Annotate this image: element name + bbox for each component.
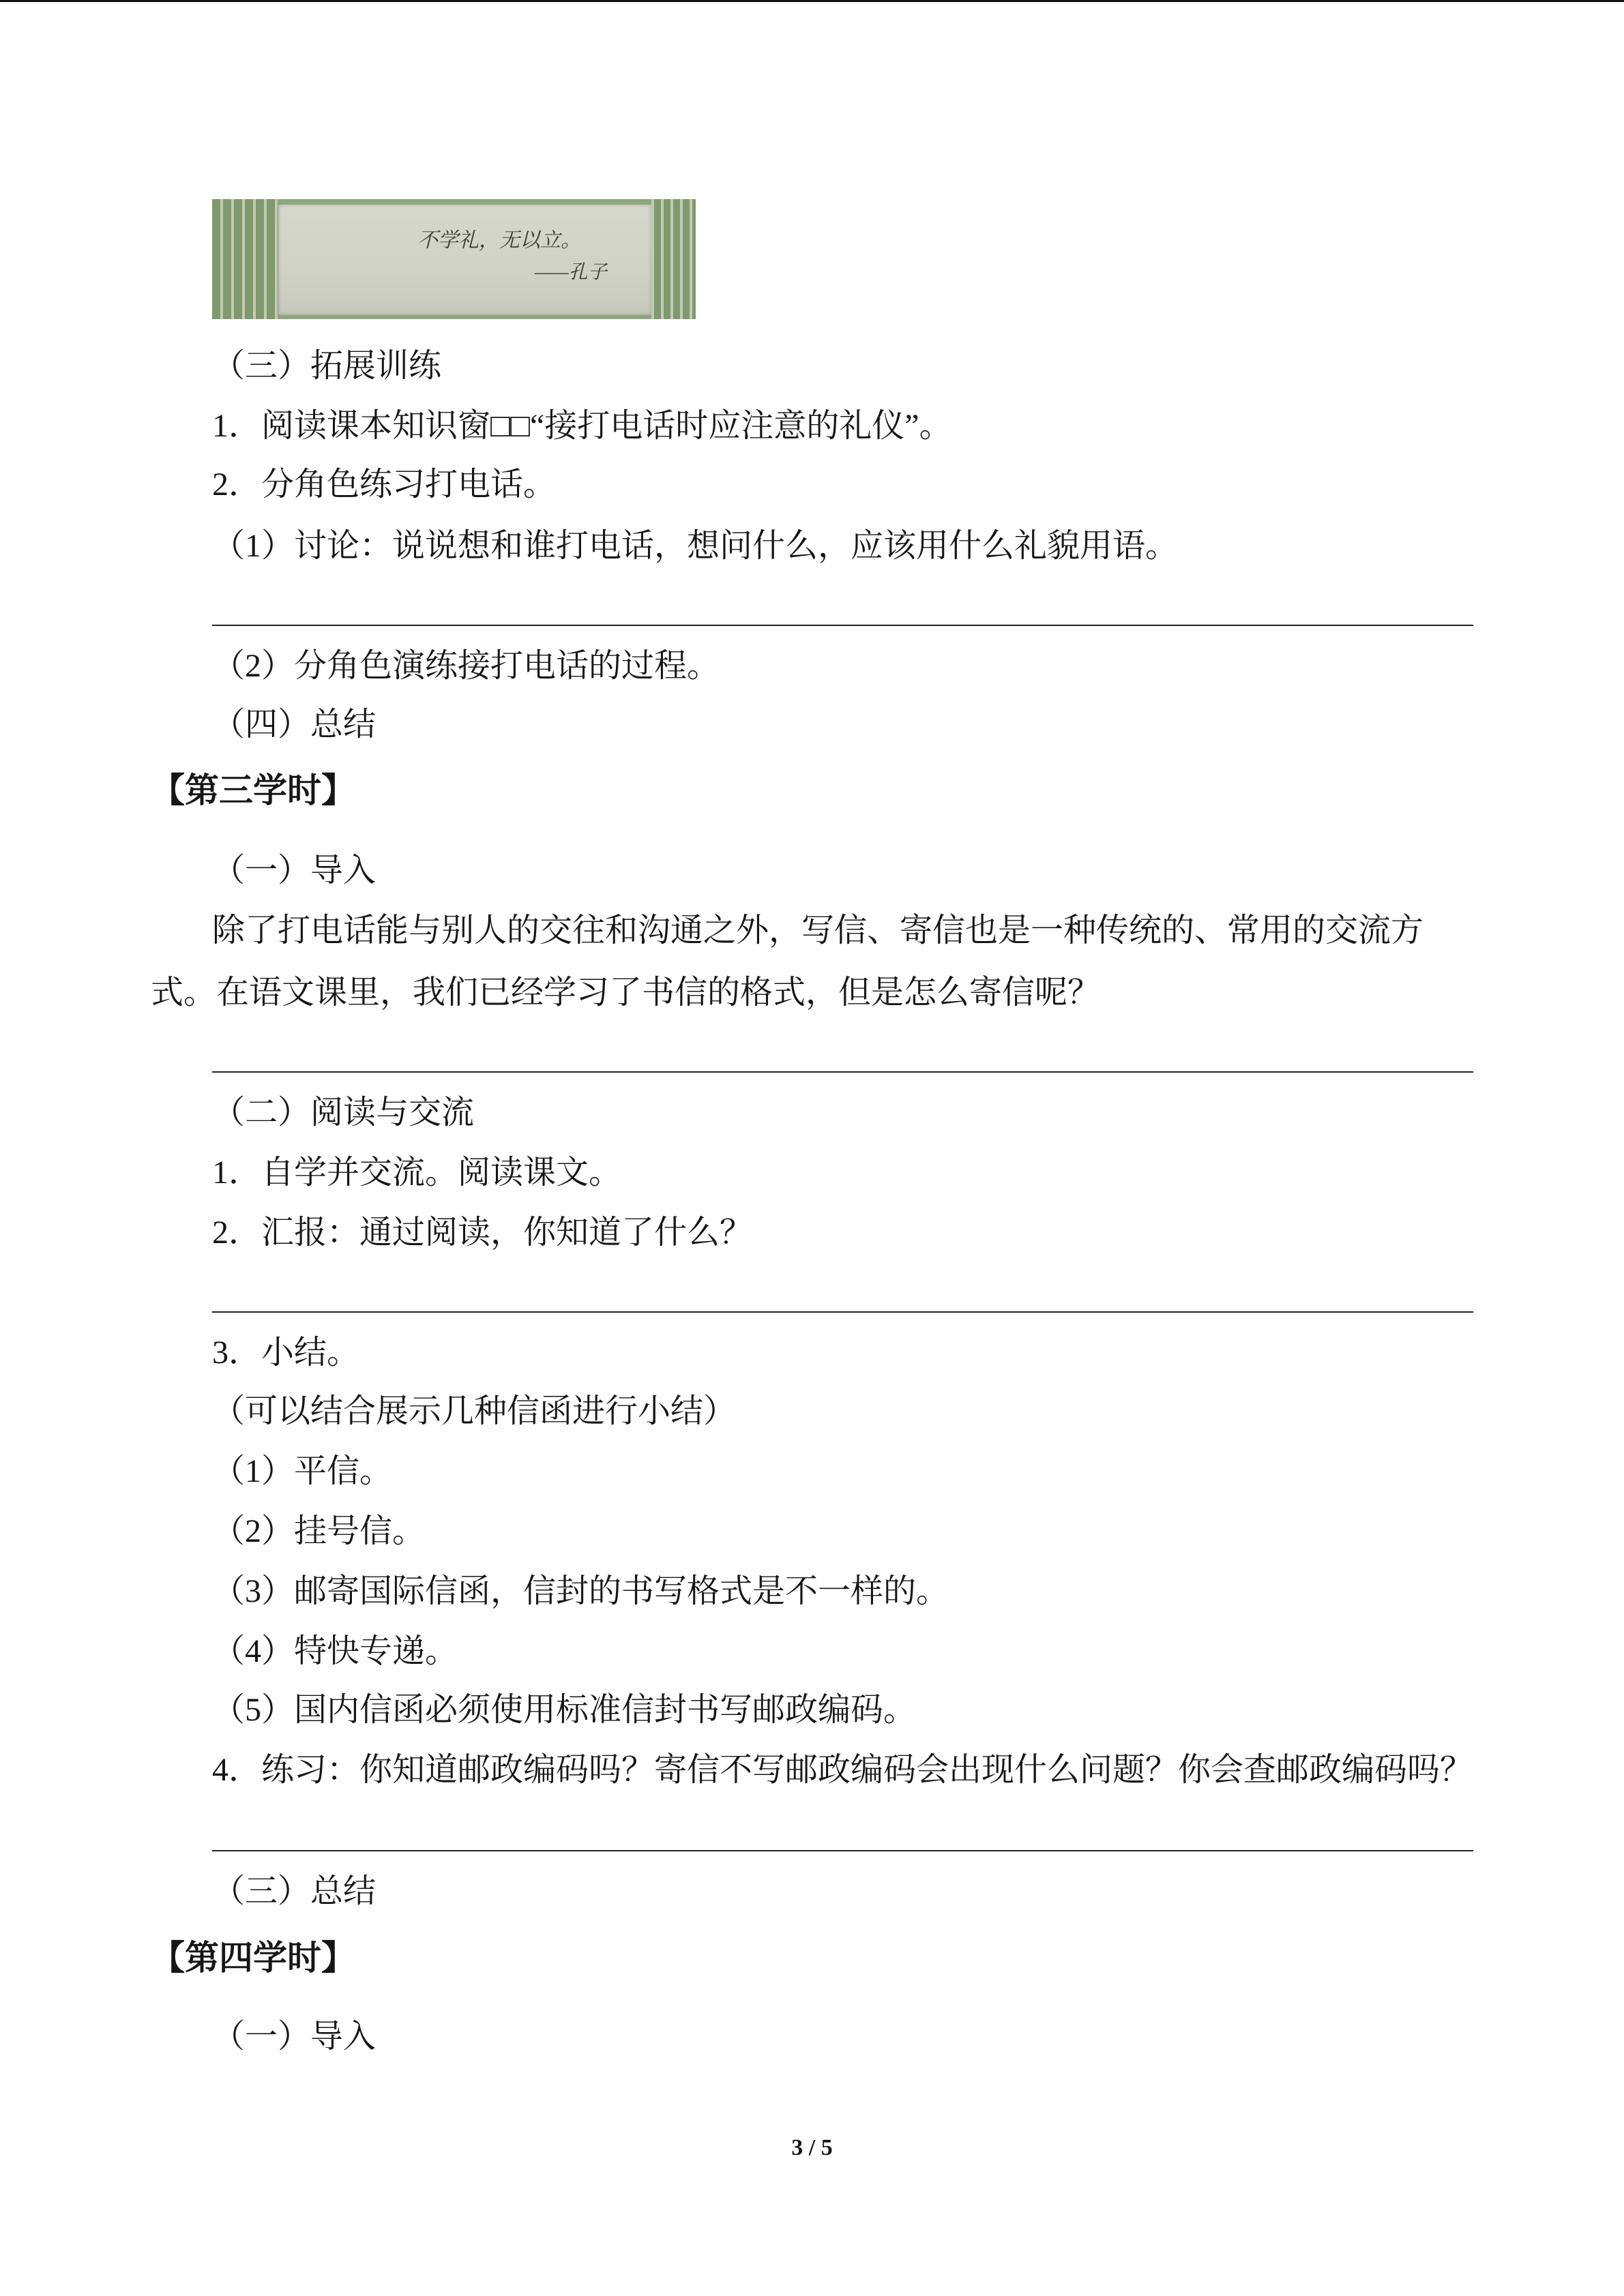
lesson3-item-3-point: （1）平信。 (212, 1453, 393, 1489)
lesson3-item-3-point: （3）邮寄国际信函，信封的书写格式是不一样的。 (212, 1573, 949, 1609)
lesson3-item-3-note: （可以结合展示几种信函进行小结） (212, 1393, 737, 1429)
answer-line (212, 625, 1473, 626)
extension-heading: （三）拓展训练 (212, 348, 442, 384)
book-page-stack-left (212, 199, 278, 319)
lesson3-item-3-point: （2）挂号信。 (212, 1513, 426, 1549)
lesson3-item-3-point: （5）国内信函必须使用标准信封书写邮政编码。 (212, 1692, 917, 1728)
lesson3-reading-heading: （二）阅读与交流 (212, 1094, 475, 1131)
lesson3-item-2: 2．汇报：通过阅读，你知道了什么？ (212, 1214, 753, 1251)
lesson2-item-2-sub-2: （2）分角色演练接打电话的过程。 (212, 648, 720, 684)
lesson2-item-2-sub-1: （1）讨论：说说想和谁打电话，想问什么，应该用什么礼貌用语。 (212, 528, 1179, 564)
lesson2-summary-heading: （四）总结 (212, 706, 377, 743)
lesson4-title: 【第四学时】 (151, 1939, 355, 1977)
lesson3-summary-heading: （三）总结 (212, 1873, 377, 1909)
lesson3-title: 【第三学时】 (151, 771, 355, 809)
page-number: 3 / 5 (791, 2135, 833, 2160)
book-quote-text: 不学礼，无以立。 (417, 229, 581, 252)
book-open-page (278, 205, 651, 315)
lesson2-item-2: 2．分角色练习打电话。 (212, 466, 557, 503)
lesson3-item-4: 4．练习：你知道邮政编码吗？寄信不写邮政编码会出现什么问题？你会查邮政编码吗？ (212, 1752, 1473, 1788)
book-page-stack-right (651, 199, 696, 319)
lesson3-item-3-point: （4）特快专递。 (212, 1633, 458, 1669)
lesson3-intro-paragraph-line-2: 式。在语文课里，我们已经学习了书信的格式，但是怎么寄信呢？ (151, 974, 1101, 1011)
answer-line (212, 1311, 1473, 1313)
answer-line (212, 1071, 1473, 1073)
book-quote-picture (212, 199, 696, 319)
lesson3-intro-heading: （一）导入 (212, 852, 377, 889)
lesson3-item-3: 3．小结。 (212, 1335, 360, 1371)
answer-line (212, 1850, 1473, 1851)
book-quote-attribution: ——孔子 (535, 262, 607, 283)
page-top-border (0, 0, 1624, 2)
lesson4-intro-heading: （一）导入 (212, 2018, 377, 2055)
lesson2-item-1: 1．阅读课本知识窗□□“接打电话时应注意的礼仪”。 (212, 408, 952, 444)
lesson3-item-1: 1．自学并交流。阅读课文。 (212, 1154, 622, 1191)
lesson3-intro-paragraph-line-1: 除了打电话能与别人的交往和沟通之外，写信、寄信也是一种传统的、常用的交流方 (212, 912, 1424, 949)
